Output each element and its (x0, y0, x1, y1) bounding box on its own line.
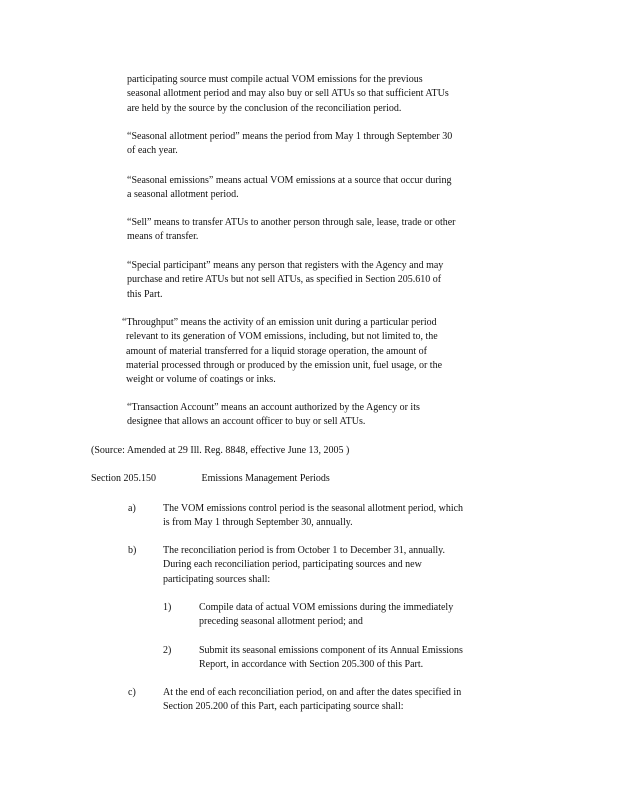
definition-sell (127, 216, 517, 245)
subitem-marker: 1) (163, 602, 172, 613)
text-line: At the end of each reconciliation period, on and after the dates specified in (163, 687, 462, 698)
text-line: purchase and retire ATUs but not sell ATUs, as specified in Section 205.610 of (127, 274, 442, 286)
source-note: (Source: Amended at 29 Ill. Reg. 8848, effective June 13, 2005 ) (91, 445, 350, 456)
text-line: During each reconciliation period, participating sources and new (163, 559, 422, 571)
text-line: material processed through or produced by the emission unit, fuel usage, or the (126, 359, 443, 371)
definition-special-participant (127, 259, 517, 302)
text-line: The VOM emissions control period is the seasonal allotment period, which (163, 503, 464, 514)
definition-transaction-account (127, 401, 517, 430)
item-b-text (163, 544, 503, 587)
text-line: “Seasonal allotment period” means the period from May 1 through September 30 (127, 131, 453, 142)
text-line: means of transfer. (127, 231, 199, 243)
definition-seasonal-emissions (127, 174, 517, 203)
text-line: seasonal allotment period and may also buy or sell ATUs so that sufficient ATUs (127, 88, 449, 100)
text-line: designee that allows an account officer to buy or sell ATUs. (127, 416, 366, 428)
text-line: a seasonal allotment period. (127, 189, 239, 201)
definition-continuation (127, 73, 517, 116)
section-heading (91, 472, 330, 486)
section-number: Section 205.150 (91, 473, 156, 484)
text-line: “Sell” means to transfer ATUs to another person through sale, lease, trade or other (127, 217, 456, 228)
text-line: Submit its seasonal emissions component of its Annual Emissions (199, 645, 463, 656)
text-line: Report, in accordance with Section 205.300 of this Part. (199, 659, 424, 671)
text-line: are held by the source by the conclusion of the reconciliation period. (127, 102, 402, 114)
text-line: is from May 1 through September 30, annually. (163, 517, 353, 529)
text-line: Section 205.200 of this Part, each participating source shall: (163, 701, 404, 713)
text-line: participating sources shall: (163, 573, 271, 585)
text-line: participating source must compile actual VOM emissions for the previous (127, 74, 423, 85)
text-line: “Throughput” means the activity of an emission unit during a particular period (122, 317, 437, 328)
text-line: “Transaction Account” means an account authorized by the Agency or its (127, 402, 420, 413)
item-a-text (163, 502, 520, 531)
text-line: The reconciliation period is from October 1 to December 31, annually. (163, 545, 446, 556)
item-marker: b) (128, 545, 137, 556)
text-line: “Seasonal emissions” means actual VOM emissions at a source that occur during (127, 175, 452, 186)
text-line: Compile data of actual VOM emissions during the immediately (199, 602, 454, 613)
definition-throughput (122, 316, 512, 387)
definition-seasonal-allotment-period (127, 130, 517, 159)
text-line: relevant to its generation of VOM emissions, including, but not limited to, the (126, 331, 438, 343)
text-line: “Special participant” means any person that registers with the Agency and may (127, 260, 444, 271)
section-title: Emissions Management Periods (201, 473, 330, 484)
text-line: weight or volume of coatings or inks. (126, 374, 276, 386)
text-line: of each year. (127, 145, 178, 157)
item-marker: a) (128, 503, 136, 514)
item-c-text (163, 686, 520, 715)
subitem-2-text (199, 644, 519, 673)
subitem-marker: 2) (163, 645, 172, 656)
text-line: amount of material transferred for a liquid storage operation, the amount of (126, 345, 428, 357)
subitem-1-text (199, 601, 499, 630)
item-marker: c) (128, 687, 136, 698)
text-line: this Part. (127, 288, 163, 300)
text-line: preceding seasonal allotment period; and (199, 616, 363, 628)
